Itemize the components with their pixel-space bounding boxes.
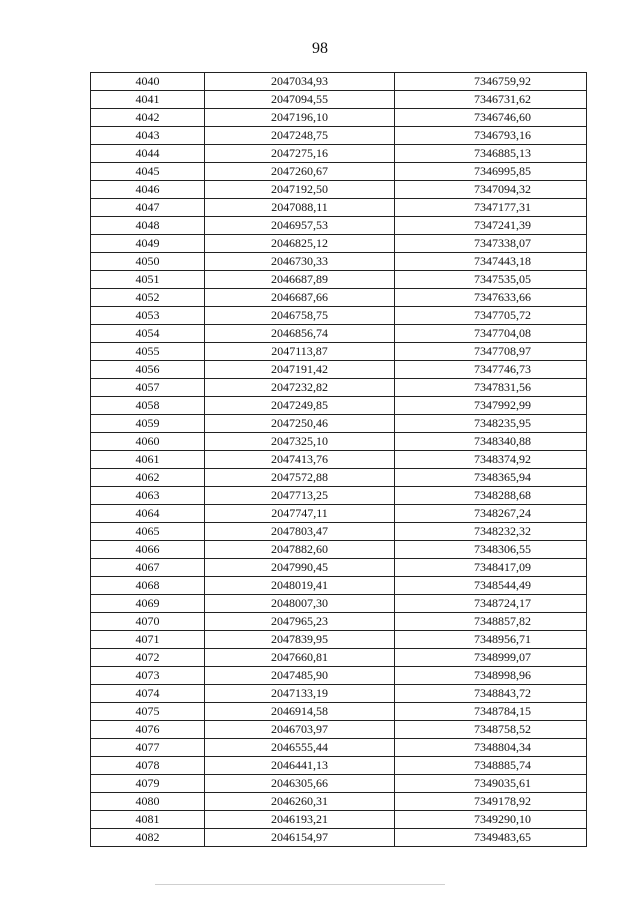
table-row (91, 163, 587, 181)
point-number-cell: 4076 (91, 721, 205, 739)
x-coordinate-cell: 2046687,89 (205, 271, 395, 289)
x-coordinate-cell: 2047088,11 (205, 199, 395, 217)
x-coordinate-cell: 2046856,74 (205, 325, 395, 343)
point-number-cell: 4082 (91, 829, 205, 847)
x-coordinate-cell: 2046914,58 (205, 703, 395, 721)
y-coordinate-cell: 7347535,05 (395, 271, 587, 289)
point-number-cell: 4079 (91, 775, 205, 793)
point-number-cell: 4042 (91, 109, 205, 127)
table-row (91, 469, 587, 487)
x-coordinate-cell: 2047965,23 (205, 613, 395, 631)
point-number-cell: 4040 (91, 73, 205, 91)
table-row (91, 235, 587, 253)
y-coordinate-cell: 7348544,49 (395, 577, 587, 595)
table-row (91, 253, 587, 271)
x-coordinate-cell: 2047839,95 (205, 631, 395, 649)
y-coordinate-cell: 7346885,13 (395, 145, 587, 163)
table-row (91, 307, 587, 325)
x-coordinate-cell: 2047485,90 (205, 667, 395, 685)
coordinates-table-body (91, 73, 587, 847)
table-row (91, 289, 587, 307)
y-coordinate-cell: 7347633,66 (395, 289, 587, 307)
table-row (91, 91, 587, 109)
y-coordinate-cell: 7348232,32 (395, 523, 587, 541)
point-number-cell: 4046 (91, 181, 205, 199)
y-coordinate-cell: 7348998,96 (395, 667, 587, 685)
x-coordinate-cell: 2047325,10 (205, 433, 395, 451)
x-coordinate-cell: 2047275,16 (205, 145, 395, 163)
point-number-cell: 4049 (91, 235, 205, 253)
y-coordinate-cell: 7347708,97 (395, 343, 587, 361)
x-coordinate-cell: 2047990,45 (205, 559, 395, 577)
table-row (91, 613, 587, 631)
x-coordinate-cell: 2046957,53 (205, 217, 395, 235)
point-number-cell: 4047 (91, 199, 205, 217)
x-coordinate-cell: 2046758,75 (205, 307, 395, 325)
table-row (91, 649, 587, 667)
x-coordinate-cell: 2047572,88 (205, 469, 395, 487)
table-row (91, 793, 587, 811)
y-coordinate-cell: 7348417,09 (395, 559, 587, 577)
point-number-cell: 4045 (91, 163, 205, 181)
x-coordinate-cell: 2047192,50 (205, 181, 395, 199)
point-number-cell: 4051 (91, 271, 205, 289)
table-row (91, 559, 587, 577)
point-number-cell: 4064 (91, 505, 205, 523)
point-number-cell: 4062 (91, 469, 205, 487)
x-coordinate-cell: 2046687,66 (205, 289, 395, 307)
y-coordinate-cell: 7348999,07 (395, 649, 587, 667)
y-coordinate-cell: 7346731,62 (395, 91, 587, 109)
point-number-cell: 4056 (91, 361, 205, 379)
table-row (91, 415, 587, 433)
y-coordinate-cell: 7347704,08 (395, 325, 587, 343)
point-number-cell: 4081 (91, 811, 205, 829)
x-coordinate-cell: 2046730,33 (205, 253, 395, 271)
x-coordinate-cell: 2046305,66 (205, 775, 395, 793)
x-coordinate-cell: 2047260,67 (205, 163, 395, 181)
y-coordinate-cell: 7348857,82 (395, 613, 587, 631)
x-coordinate-cell: 2048019,41 (205, 577, 395, 595)
table-row (91, 397, 587, 415)
y-coordinate-cell: 7348340,88 (395, 433, 587, 451)
point-number-cell: 4048 (91, 217, 205, 235)
y-coordinate-cell: 7348758,52 (395, 721, 587, 739)
table-row (91, 145, 587, 163)
y-coordinate-cell: 7348306,55 (395, 541, 587, 559)
point-number-cell: 4071 (91, 631, 205, 649)
table-row (91, 631, 587, 649)
table-row (91, 379, 587, 397)
x-coordinate-cell: 2046193,21 (205, 811, 395, 829)
point-number-cell: 4058 (91, 397, 205, 415)
y-coordinate-cell: 7346995,85 (395, 163, 587, 181)
point-number-cell: 4053 (91, 307, 205, 325)
page-bottom-rule (155, 884, 445, 885)
y-coordinate-cell: 7348267,24 (395, 505, 587, 523)
point-number-cell: 4067 (91, 559, 205, 577)
table-row (91, 361, 587, 379)
point-number-cell: 4065 (91, 523, 205, 541)
point-number-cell: 4066 (91, 541, 205, 559)
x-coordinate-cell: 2046260,31 (205, 793, 395, 811)
table-row (91, 199, 587, 217)
point-number-cell: 4050 (91, 253, 205, 271)
y-coordinate-cell: 7347094,32 (395, 181, 587, 199)
table-row (91, 775, 587, 793)
table-row (91, 595, 587, 613)
table-row (91, 757, 587, 775)
point-number-cell: 4072 (91, 649, 205, 667)
y-coordinate-cell: 7347338,07 (395, 235, 587, 253)
table-row (91, 127, 587, 145)
point-number-cell: 4054 (91, 325, 205, 343)
y-coordinate-cell: 7347746,73 (395, 361, 587, 379)
x-coordinate-cell: 2047248,75 (205, 127, 395, 145)
y-coordinate-cell: 7347992,99 (395, 397, 587, 415)
table-row (91, 577, 587, 595)
y-coordinate-cell: 7346793,16 (395, 127, 587, 145)
x-coordinate-cell: 2046441,13 (205, 757, 395, 775)
y-coordinate-cell: 7349178,92 (395, 793, 587, 811)
point-number-cell: 4043 (91, 127, 205, 145)
y-coordinate-cell: 7348374,92 (395, 451, 587, 469)
x-coordinate-cell: 2046555,44 (205, 739, 395, 757)
x-coordinate-cell: 2046154,97 (205, 829, 395, 847)
table-row (91, 811, 587, 829)
x-coordinate-cell: 2047413,76 (205, 451, 395, 469)
x-coordinate-cell: 2047249,85 (205, 397, 395, 415)
page-number: 98 (312, 40, 328, 57)
point-number-cell: 4059 (91, 415, 205, 433)
table-row (91, 487, 587, 505)
table-row (91, 721, 587, 739)
table-row (91, 451, 587, 469)
x-coordinate-cell: 2047713,25 (205, 487, 395, 505)
x-coordinate-cell: 2047113,87 (205, 343, 395, 361)
y-coordinate-cell: 7347443,18 (395, 253, 587, 271)
y-coordinate-cell: 7349035,61 (395, 775, 587, 793)
y-coordinate-cell: 7348804,34 (395, 739, 587, 757)
y-coordinate-cell: 7346746,60 (395, 109, 587, 127)
point-number-cell: 4069 (91, 595, 205, 613)
point-number-cell: 4074 (91, 685, 205, 703)
x-coordinate-cell: 2047196,10 (205, 109, 395, 127)
point-number-cell: 4061 (91, 451, 205, 469)
x-coordinate-cell: 2047034,93 (205, 73, 395, 91)
table-row (91, 433, 587, 451)
table-row (91, 739, 587, 757)
table-row (91, 325, 587, 343)
table-row (91, 505, 587, 523)
y-coordinate-cell: 7347241,39 (395, 217, 587, 235)
x-coordinate-cell: 2047803,47 (205, 523, 395, 541)
y-coordinate-cell: 7348288,68 (395, 487, 587, 505)
x-coordinate-cell: 2047660,81 (205, 649, 395, 667)
x-coordinate-cell: 2047882,60 (205, 541, 395, 559)
table-row (91, 343, 587, 361)
point-number-cell: 4057 (91, 379, 205, 397)
point-number-cell: 4078 (91, 757, 205, 775)
point-number-cell: 4041 (91, 91, 205, 109)
y-coordinate-cell: 7348885,74 (395, 757, 587, 775)
point-number-cell: 4063 (91, 487, 205, 505)
y-coordinate-cell: 7346759,92 (395, 73, 587, 91)
point-number-cell: 4044 (91, 145, 205, 163)
x-coordinate-cell: 2047094,55 (205, 91, 395, 109)
y-coordinate-cell: 7349483,65 (395, 829, 587, 847)
point-number-cell: 4075 (91, 703, 205, 721)
y-coordinate-cell: 7348365,94 (395, 469, 587, 487)
x-coordinate-cell: 2046703,97 (205, 721, 395, 739)
point-number-cell: 4070 (91, 613, 205, 631)
x-coordinate-cell: 2047250,46 (205, 415, 395, 433)
table-row (91, 523, 587, 541)
table-row (91, 181, 587, 199)
table-row (91, 703, 587, 721)
x-coordinate-cell: 2047232,82 (205, 379, 395, 397)
x-coordinate-cell: 2046825,12 (205, 235, 395, 253)
point-number-cell: 4055 (91, 343, 205, 361)
y-coordinate-cell: 7348235,95 (395, 415, 587, 433)
y-coordinate-cell: 7348843,72 (395, 685, 587, 703)
x-coordinate-cell: 2048007,30 (205, 595, 395, 613)
point-number-cell: 4077 (91, 739, 205, 757)
y-coordinate-cell: 7347177,31 (395, 199, 587, 217)
table-row (91, 217, 587, 235)
y-coordinate-cell: 7347705,72 (395, 307, 587, 325)
point-number-cell: 4060 (91, 433, 205, 451)
table-row (91, 667, 587, 685)
x-coordinate-cell: 2047133,19 (205, 685, 395, 703)
point-number-cell: 4052 (91, 289, 205, 307)
table-row (91, 109, 587, 127)
y-coordinate-cell: 7348784,15 (395, 703, 587, 721)
table-row (91, 541, 587, 559)
table-row (91, 685, 587, 703)
x-coordinate-cell: 2047747,11 (205, 505, 395, 523)
point-number-cell: 4073 (91, 667, 205, 685)
y-coordinate-cell: 7349290,10 (395, 811, 587, 829)
y-coordinate-cell: 7348956,71 (395, 631, 587, 649)
y-coordinate-cell: 7347831,56 (395, 379, 587, 397)
coordinates-table (90, 72, 587, 847)
table-row (91, 829, 587, 847)
table-row (91, 271, 587, 289)
x-coordinate-cell: 2047191,42 (205, 361, 395, 379)
table-row (91, 73, 587, 91)
y-coordinate-cell: 7348724,17 (395, 595, 587, 613)
point-number-cell: 4068 (91, 577, 205, 595)
point-number-cell: 4080 (91, 793, 205, 811)
